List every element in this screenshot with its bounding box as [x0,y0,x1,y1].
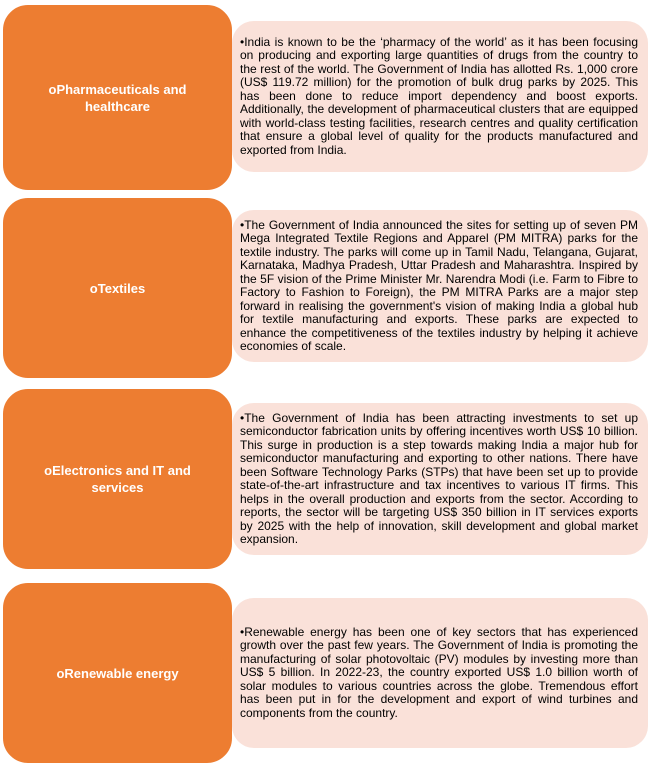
sector-text-textiles: •The Government of India announced the sites for setting up of seven PM Mega Integrated Textile Regions and Apparel (PM MITRA) parks for the textile industry. The parks will come up in Tamil Nadu, Telangana, Gujarat, Karnataka, Madhya Pradesh, Uttar Pradesh and Maharashtra. Inspired by the 5F vision of the Prime Minister Mr. Narendra Modi (i.e. Farm to Fibre to Factory to Fashion to Foreign), the PM MITRA Parks are a major step forward in realising the government's vision of making India a global hub for textile manufacturing and exports. These parks are expected to enhance the competitiveness of the textiles industry by helping it achieve economies of scale. [240,217,638,353]
sector-label-box-renewable [2,582,233,764]
bullet-icon: • [240,410,245,425]
sector-label-box-textiles [2,197,233,379]
sector-text-box-electronics [232,403,648,555]
bullet-icon: • [240,624,245,639]
sector-label-pharmaceuticals: oPharmaceuticals and healthcare [48,81,187,114]
sector-text-electronics: •The Government of India has been attracting investments to set up semiconductor fabrication units by offering incentives worth US$ 10 billion. This surge in production is a step towards making India a major hub for semiconductor manufacturing and exporting to other nations. There have been Software Technology Parks (STPs) that have been set up to provide state-of-the-art infrastructure and tax incentives to various IT firms. This helps in the overall production and exports from the sector. According to reports, the sector will be targeting US$ 350 billion in IT services exports by 2025 with the help of innovation, skill development and global market expansion. [240,410,638,546]
sector-label-electronics: oElectronics and IT and services [44,463,191,495]
sector-label-box-electronics [2,388,233,570]
sector-label-renewable: oRenewable energy [56,665,179,681]
sector-text-pharmaceuticals: •India is known to be the ‘pharmacy of the world’ as it has been focusing on producing and exporting large quantities of drugs from the country to the rest of the world. The Government of India has allotted Rs. 1,000 crore (US$ 119.72 million) for the promotion of bulk drug parks by 2025. This has been done to reduce import dependency and boost exports. Additionally, the development of pharmaceutical clusters that are equipped with world-class testing facilities, research centres and quality certification that ensure a global level of quality for the products manufactured and exported from India. [240,34,638,157]
sector-text-box-renewable [232,598,648,748]
sector-text-box-pharmaceuticals [232,21,648,172]
sector-text-renewable: •Renewable energy has been one of key sectors that has experienced growth over the past few years. The Government of India is promoting the manufacturing of solar photovoltaic (PV) modules by investing more than US$ 5 billion. In 2022-23, the country exported US$ 1.0 billion worth of solar modules to various countries across the globe. Tremendous effort has been put in for the development and export of wind turbines and components from the country. [240,624,638,720]
bullet-icon: • [240,217,245,232]
bullet-icon: • [240,34,245,49]
sector-label-textiles: oTextiles [89,280,146,296]
sector-text-box-textiles [232,210,648,362]
sector-label-box-pharmaceuticals [2,4,233,191]
